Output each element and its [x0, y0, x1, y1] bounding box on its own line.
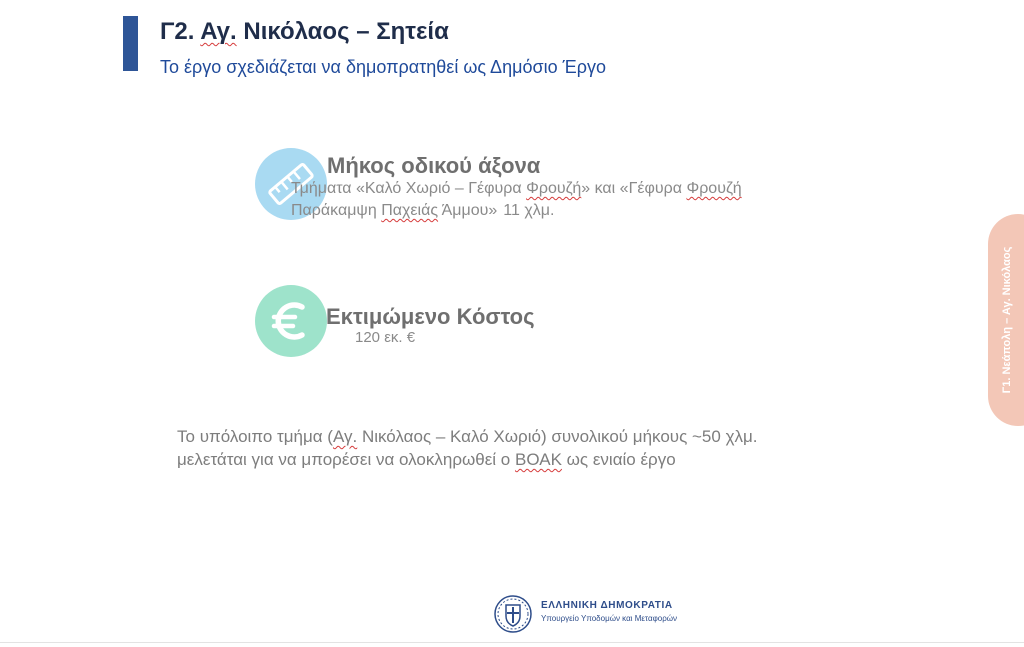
remaining-note-line-1: Το υπόλοιπο τμήμα (Αγ. Νικόλαος – Καλό Χωριό) συνολικού μήκους ~50 χλμ.: [177, 427, 758, 446]
euro-icon: [255, 285, 327, 357]
remaining-section-note: [177, 425, 758, 471]
length-description-line-2: Παράκαμψη Παχειάς Άμμου» 11 χλμ.: [291, 202, 555, 219]
bottom-divider: [0, 642, 1024, 643]
remaining-note-line-2: μελετάται για να μπορέσει να ολοκληρωθεί ο ΒΟΑΚ ως ενιαίο έργο: [177, 450, 676, 469]
length-heading: Μήκος οδικού άξονα: [327, 153, 541, 178]
cost-heading: Εκτιμώμενο Κόστος: [326, 304, 535, 329]
side-nav-tab-label[interactable]: Γ1. Νεάπολη – Αγ. Νικόλαος: [1001, 246, 1013, 394]
greek-emblem-icon: [493, 594, 533, 634]
length-description-line-1: Τμήματα «Καλό Χωριό – Γέφυρα Φρουζή» και «Γέφυρα Φρουζή: [291, 180, 742, 197]
page-subtitle: Το έργο σχεδιάζεται να δημοπρατηθεί ως Δημόσιο Έργο: [160, 57, 606, 77]
footer-org-name: ΕΛΛΗΝΙΚΗ ΔΗΜΟΚΡΑΤΙΑ: [541, 600, 673, 611]
page-title: Γ2. Αγ. Νικόλαος – Σητεία: [160, 18, 449, 45]
footer-ministry-name: Υπουργείο Υποδομών και Μεταφορών: [541, 614, 678, 623]
length-value: 11 χλμ.: [503, 202, 555, 219]
cost-value: 120 εκ. €: [355, 329, 416, 346]
title-accent-bar: [123, 16, 138, 71]
length-description: [291, 178, 742, 222]
